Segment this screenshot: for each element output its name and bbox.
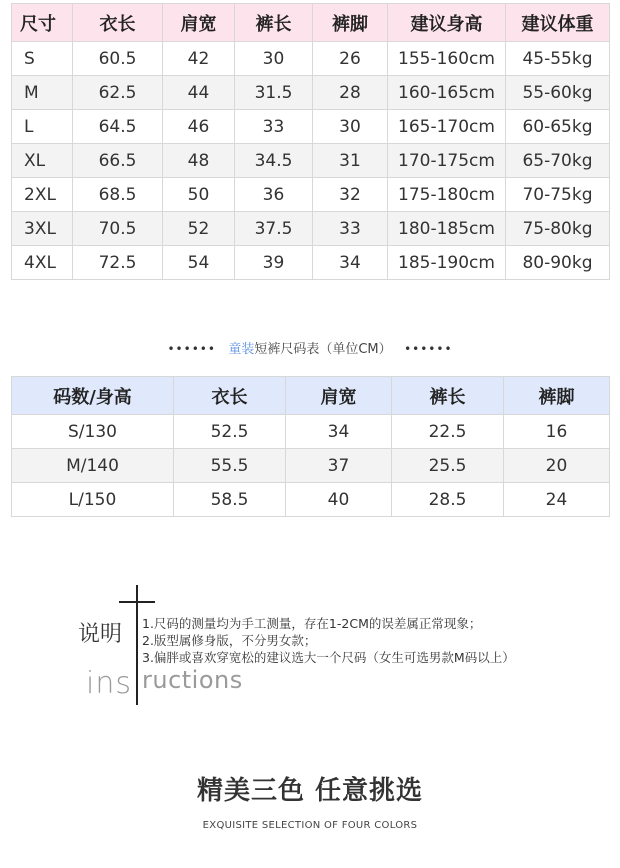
instruction-note: 1.尺码的测量均为手工测量，存在1-2CM的误差属正常现象； bbox=[142, 616, 482, 631]
instructions-english-right: ructions bbox=[142, 666, 243, 694]
table-cell: 75-80kg bbox=[506, 212, 610, 246]
adult-header-cell: 裤长 bbox=[235, 4, 313, 42]
table-cell: M bbox=[12, 76, 73, 110]
table-cell: 165-170cm bbox=[388, 110, 506, 144]
table-cell: 175-180cm bbox=[388, 178, 506, 212]
table-cell: 32 bbox=[313, 178, 388, 212]
table-row bbox=[12, 449, 610, 483]
table-cell: 64.5 bbox=[73, 110, 163, 144]
table-cell: 70.5 bbox=[73, 212, 163, 246]
adult-header-cell: 尺寸 bbox=[12, 4, 73, 42]
table-cell: 45-55kg bbox=[506, 42, 610, 76]
table-row bbox=[12, 178, 610, 212]
table-cell: S bbox=[12, 42, 73, 76]
table-cell: 55-60kg bbox=[506, 76, 610, 110]
table-cell: 48 bbox=[163, 144, 235, 178]
table-cell: 60.5 bbox=[73, 42, 163, 76]
table-cell: 55.5 bbox=[174, 449, 286, 483]
table-cell: 160-165cm bbox=[388, 76, 506, 110]
adult-header-cell: 裤脚 bbox=[313, 4, 388, 42]
table-cell: 31.5 bbox=[235, 76, 313, 110]
table-cell: 50 bbox=[163, 178, 235, 212]
table-cell: 26 bbox=[313, 42, 388, 76]
table-row bbox=[12, 76, 610, 110]
table-cell: 80-90kg bbox=[506, 246, 610, 280]
kids-header-cell: 裤脚 bbox=[504, 377, 610, 415]
table-cell: 65-70kg bbox=[506, 144, 610, 178]
table-cell: L bbox=[12, 110, 73, 144]
slogan-subheading: EXQUISITE SELECTION OF FOUR COLORS bbox=[202, 820, 418, 831]
table-cell: 52 bbox=[163, 212, 235, 246]
kids-table-header-row bbox=[12, 377, 610, 415]
kids-table-caption bbox=[0, 338, 620, 357]
kids-header-cell: 衣长 bbox=[174, 377, 286, 415]
table-row bbox=[12, 415, 610, 449]
table-cell: 155-160cm bbox=[388, 42, 506, 76]
table-cell: 37 bbox=[286, 449, 392, 483]
table-row bbox=[12, 246, 610, 280]
instructions-horizontal-rule bbox=[119, 601, 155, 603]
table-cell: 30 bbox=[313, 110, 388, 144]
table-cell: XL bbox=[12, 144, 73, 178]
table-cell: 33 bbox=[235, 110, 313, 144]
table-cell: 68.5 bbox=[73, 178, 163, 212]
table-cell: 28.5 bbox=[392, 483, 504, 517]
caption-dots-left: •••••• bbox=[167, 342, 216, 356]
table-cell: 33 bbox=[313, 212, 388, 246]
table-row bbox=[12, 212, 610, 246]
table-cell: 37.5 bbox=[235, 212, 313, 246]
table-row bbox=[12, 110, 610, 144]
slogan-heading: 精美三色 任意挑选 bbox=[196, 776, 424, 806]
kids-header-cell: 肩宽 bbox=[286, 377, 392, 415]
instructions-english-left: ins bbox=[86, 666, 132, 701]
table-cell: 25.5 bbox=[392, 449, 504, 483]
table-cell: 46 bbox=[163, 110, 235, 144]
table-cell: 4XL bbox=[12, 246, 73, 280]
table-cell: 62.5 bbox=[73, 76, 163, 110]
instructions-title: 说明 bbox=[78, 622, 123, 647]
table-cell: 180-185cm bbox=[388, 212, 506, 246]
adult-header-cell: 肩宽 bbox=[163, 4, 235, 42]
table-cell: 31 bbox=[313, 144, 388, 178]
instructions-notes bbox=[142, 615, 515, 666]
table-cell: 54 bbox=[163, 246, 235, 280]
table-cell: M/140 bbox=[12, 449, 174, 483]
table-cell: L/150 bbox=[12, 483, 174, 517]
kids-header-cell: 码数/身高 bbox=[12, 377, 174, 415]
table-row bbox=[12, 144, 610, 178]
table-cell: 3XL bbox=[12, 212, 73, 246]
table-row bbox=[12, 42, 610, 76]
caption-dots-right: •••••• bbox=[404, 342, 453, 356]
table-cell: 16 bbox=[504, 415, 610, 449]
kids-header-cell: 裤长 bbox=[392, 377, 504, 415]
table-cell: 34 bbox=[313, 246, 388, 280]
adult-header-cell: 建议体重 bbox=[506, 4, 610, 42]
adult-header-cell: 衣长 bbox=[73, 4, 163, 42]
table-cell: 24 bbox=[504, 483, 610, 517]
table-cell: 36 bbox=[235, 178, 313, 212]
instructions-vertical-rule bbox=[136, 585, 138, 705]
table-cell: 22.5 bbox=[392, 415, 504, 449]
table-cell: 60-65kg bbox=[506, 110, 610, 144]
kids-size-table bbox=[11, 376, 610, 517]
table-cell: 170-175cm bbox=[388, 144, 506, 178]
caption-text: 短裤尺码表（单位CM） bbox=[254, 342, 392, 357]
instruction-note: 2.版型属修身版，不分男女款； bbox=[142, 633, 317, 648]
instruction-note: 3.偏胖或喜欢穿宽松的建议选大一个尺码（女生可选男款M码以上） bbox=[142, 650, 515, 665]
table-cell: 44 bbox=[163, 76, 235, 110]
table-cell: 34.5 bbox=[235, 144, 313, 178]
table-cell: 28 bbox=[313, 76, 388, 110]
table-cell: 20 bbox=[504, 449, 610, 483]
table-cell: 185-190cm bbox=[388, 246, 506, 280]
table-cell: S/130 bbox=[12, 415, 174, 449]
table-cell: 39 bbox=[235, 246, 313, 280]
caption-keyword: 童装 bbox=[228, 342, 255, 357]
table-cell: 30 bbox=[235, 42, 313, 76]
table-cell: 66.5 bbox=[73, 144, 163, 178]
table-cell: 40 bbox=[286, 483, 392, 517]
table-cell: 70-75kg bbox=[506, 178, 610, 212]
table-cell: 52.5 bbox=[174, 415, 286, 449]
adult-table-header-row bbox=[12, 4, 610, 42]
table-cell: 2XL bbox=[12, 178, 73, 212]
table-cell: 34 bbox=[286, 415, 392, 449]
adult-size-table bbox=[11, 3, 610, 280]
table-cell: 72.5 bbox=[73, 246, 163, 280]
table-cell: 42 bbox=[163, 42, 235, 76]
adult-header-cell: 建议身高 bbox=[388, 4, 506, 42]
table-row bbox=[12, 483, 610, 517]
table-cell: 58.5 bbox=[174, 483, 286, 517]
